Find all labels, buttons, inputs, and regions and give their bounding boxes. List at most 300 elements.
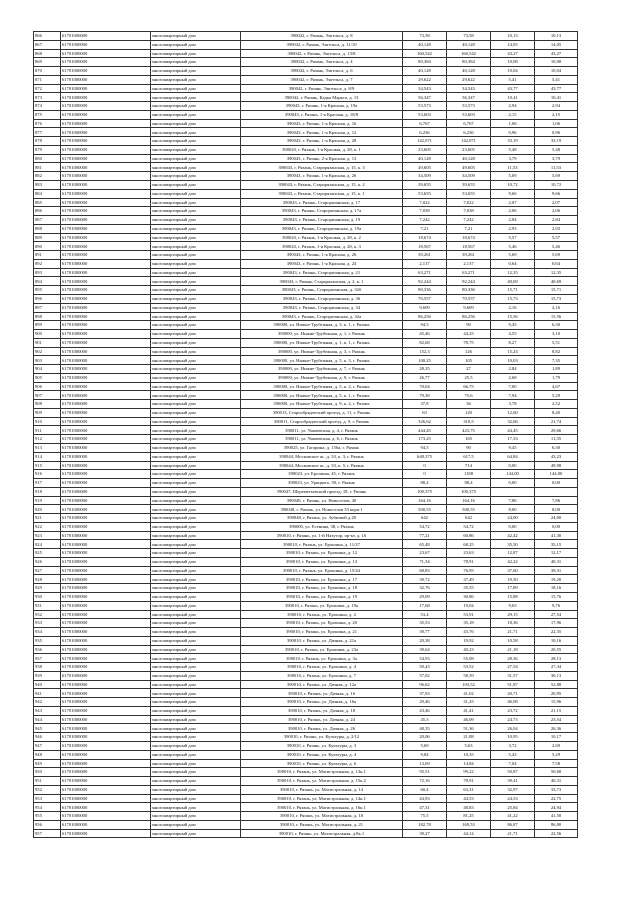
address-cell: 390043, г. Рязань, 1-я Красная, д. 26 [241,251,403,260]
value-3-cell: 0,00 [491,522,535,531]
okato-code-cell: 61701000000 [61,566,151,575]
address-cell: 390011, ул. Чапаевская, д. 6, г. Рязань [241,435,403,444]
row-number-cell: 892 [34,259,61,268]
address-cell: 390010, г. Рязань, ул. Ерошина, д. 4 [241,663,403,672]
value-2-cell: 714 [447,461,491,470]
table-row [34,522,578,531]
address-cell: 390043, г. Рязань, Старорязанская, д. 19а [241,224,403,233]
address-cell: 390043, г. Рязань, Старорязанская, д. 34 [241,303,403,312]
value-2-cell: 78,75 [447,338,491,347]
table-row [34,785,578,794]
table-row [34,356,578,365]
okato-code-cell: 61701000000 [61,452,151,461]
address-cell: 390043, г. Рязань, Старорязанская, д. 17 [241,198,403,207]
building-type-cell: многоквартирный дом [151,382,241,391]
building-type-cell: многоквартирный дом [151,671,241,680]
okato-code-cell: 61701000000 [61,601,151,610]
building-type-cell: многоквартирный дом [151,426,241,435]
housing-data-table [33,31,578,838]
value-4-cell: 41,30 [535,531,578,540]
building-type-cell: многоквартирный дом [151,259,241,268]
address-cell: 390000, ул. Нижне-Трубежная, д. 9, г. Рязань [241,373,403,382]
address-cell: 390010, г. Рязань, ул. Магистральная, д. 14 [241,785,403,794]
value-2-cell: 164,16 [447,496,491,505]
value-2-cell: 126 [447,347,491,356]
value-4-cell: 23,54 [535,715,578,724]
value-4-cell: 40,31 [535,777,578,786]
value-3-cell: 15,23 [491,347,535,356]
address-cell: 390010, г. Рязань, ул. Ерошина, д. 13 [241,557,403,566]
okato-code-cell: 61701000000 [61,785,151,794]
row-number-cell: 915 [34,461,61,470]
address-cell: 390010, г. Рязань, ул. Магистральная, д. 14к.1 [241,794,403,803]
value-1-cell: 92,244 [403,277,447,286]
value-4-cell: 0,00 [535,522,578,531]
value-4-cell: 2,06 [535,207,578,216]
value-1-cell: 642 [403,514,447,523]
okato-code-cell: 61701000000 [61,189,151,198]
value-2-cell: 63,31 [447,785,491,794]
building-type-cell: многоквартирный дом [151,619,241,628]
value-2-cell: 51,36 [447,724,491,733]
okato-code-cell: 61701000000 [61,593,151,602]
value-3-cell: 10,08 [491,58,535,67]
building-type-cell: многоквартирный дом [151,93,241,102]
value-3-cell: 5,57 [491,233,535,242]
building-type-cell: многоквартирный дом [151,189,241,198]
building-type-cell: многоквартирный дом [151,733,241,742]
value-2-cell: 18,674 [447,233,491,242]
value-2-cell: 55,08 [447,654,491,663]
value-3-cell: 27,54 [491,663,535,672]
address-cell: 390043, г. Рязань, Старорязанская, д. 21 [241,268,403,277]
table-row [34,242,578,251]
value-4-cell: 1,06 [535,119,578,128]
table-row [34,812,578,821]
value-3-cell: 9,65 [491,601,535,610]
building-type-cell: многоквартирный дом [151,785,241,794]
value-3-cell: 9,45 [491,443,535,452]
address-cell: 390023, ул. Ерошина, 45, г. Рязань [241,470,403,479]
value-2-cell: 75,6 [447,391,491,400]
value-1-cell: 56,347 [403,93,447,102]
value-3-cell: 15,88 [491,593,535,602]
value-4-cell: 11,53 [535,163,578,172]
okato-code-cell: 61701000000 [61,689,151,698]
address-cell: 390043, г. Рязань, 1-я Красная, д. 16 [241,119,403,128]
row-number-cell: 872 [34,84,61,93]
building-type-cell: многоквартирный дом [151,759,241,768]
building-type-cell: многоквартирный дом [151,522,241,531]
value-3-cell: 0,64 [491,259,535,268]
row-number-cell: 889 [34,233,61,242]
building-type-cell: многоквартирный дом [151,356,241,365]
okato-code-cell: 61701000000 [61,207,151,216]
okato-code-cell: 61701000000 [61,382,151,391]
okato-code-cell: 61701000000 [61,715,151,724]
okato-code-cell: 61701000000 [61,619,151,628]
value-4-cell: 3,79 [535,154,578,163]
value-3-cell: 10,72 [491,181,535,190]
row-number-cell: 890 [34,242,61,251]
row-number-cell: 884 [34,189,61,198]
row-number-cell: 868 [34,49,61,58]
value-1-cell: 444,45 [403,426,447,435]
building-type-cell: многоквартирный дом [151,294,241,303]
table-row [34,715,578,724]
table-row [34,689,578,698]
value-1-cell: 500,55 [403,505,447,514]
value-3-cell: 2,16 [491,303,535,312]
okato-code-cell: 61701000000 [61,470,151,479]
value-4-cell: 15,73 [535,294,578,303]
value-3-cell: 5,48 [491,145,535,154]
value-3-cell: 24,53 [491,794,535,803]
address-cell: 390042, г. Рязань, Энгельса, д. 6 [241,67,403,76]
value-2-cell: 9,609 [447,303,491,312]
address-cell: 390010, г. Рязань, ул. Ерошина, д. 19а [241,601,403,610]
row-number-cell: 950 [34,768,61,777]
value-2-cell: 78,91 [447,777,491,786]
table-row [34,610,578,619]
table-row [34,216,578,225]
row-number-cell: 914 [34,452,61,461]
address-cell: 390010, г. Рязань, ул. Дачная, д. 16а [241,698,403,707]
table-row [34,294,578,303]
value-3-cell: 2,94 [491,102,535,111]
value-2-cell: 68,25 [447,540,491,549]
value-2-cell: 48,83 [447,803,491,812]
address-cell: 390043, г. Рязань, Старорязанская, д. 19 [241,216,403,225]
row-number-cell: 910 [34,417,61,426]
value-2-cell: 54,72 [447,522,491,531]
table-row [34,452,578,461]
table-row [34,742,578,751]
okato-code-cell: 61701000000 [61,698,151,707]
value-4-cell: 7,35 [535,356,578,365]
address-cell: 390042, г. Рязань, Кадка Маркса, д. 13 [241,93,403,102]
value-3-cell: 64,84 [491,452,535,461]
value-2-cell: 34,543 [447,84,491,93]
okato-code-cell: 61701000000 [61,356,151,365]
table-row [34,128,578,137]
row-number-cell: 877 [34,128,61,137]
building-type-cell: многоквартирный дом [151,487,241,496]
address-cell: 390010, г. Рязань, ул. Ерошина, д. 12 [241,549,403,558]
address-cell: 390043, г. Рязань, 1-я Красная, д. 28, к. 1 [241,145,403,154]
value-1-cell: 326,62 [403,417,447,426]
value-2-cell: 100,375 [447,487,491,496]
table-row [34,251,578,260]
table-row [34,470,578,479]
building-type-cell: многоквартирный дом [151,531,241,540]
okato-code-cell: 61701000000 [61,137,151,146]
building-type-cell: многоквартирный дом [151,742,241,751]
value-1-cell: 45,3 [403,715,447,724]
value-1-cell: 39,655 [403,181,447,190]
value-4-cell: 5,41 [535,75,578,84]
building-type-cell: многоквартирный дом [151,768,241,777]
address-cell: 390043, г. Рязань, 1-я Красная, д. 28 [241,137,403,146]
building-type-cell: многоквартирный дом [151,777,241,786]
value-4-cell: 2,07 [535,198,578,207]
value-2-cell: 40,23 [447,645,491,654]
address-cell: 390010, г. Рязань, ул. Дачная, д. 26 [241,724,403,733]
row-number-cell: 957 [34,829,61,838]
value-4-cell: 86,80 [535,820,578,829]
table-row [34,40,578,49]
value-4-cell: 50,68 [535,768,578,777]
value-2-cell: 423,75 [447,426,491,435]
row-number-cell: 925 [34,549,61,558]
value-2-cell: 63,271 [447,268,491,277]
value-1-cell: 23,605 [403,145,447,154]
value-3-cell: 144,00 [491,470,535,479]
value-4-cell [535,487,578,496]
table-row [34,514,578,523]
value-4-cell: 26,36 [535,724,578,733]
okato-code-cell: 61701000000 [61,303,151,312]
okato-code-cell: 61701000000 [61,479,151,488]
value-1-cell: 53,655 [403,189,447,198]
okato-code-cell: 61701000000 [61,584,151,593]
row-number-cell: 902 [34,347,61,356]
value-2-cell: 7,022 [447,198,491,207]
value-3-cell: 19,50 [491,575,535,584]
value-1-cell: 54,93 [403,654,447,663]
address-cell: 390048, г. Рязань, ул. Новоселов 33 корп.1 [241,505,403,514]
building-type-cell: многоквартирный дом [151,628,241,637]
table-row [34,654,578,663]
address-cell: 390043, г. Рязань, 2-я Красная, д. 13 [241,154,403,163]
table-row [34,794,578,803]
value-2-cell: 44,53 [447,794,491,803]
value-3-cell: 7,04 [491,759,535,768]
row-number-cell: 875 [34,110,61,119]
value-3-cell: 32,66 [491,417,535,426]
table-row [34,628,578,637]
table-row [34,566,578,575]
value-1-cell: 2,137 [403,259,447,268]
table-row [34,759,578,768]
value-3-cell: 20,71 [491,689,535,698]
value-4-cell: 20,55 [535,645,578,654]
value-4-cell: 3,10 [535,330,578,339]
address-cell: 390010, г. Рязань, ул. Ерошина, д. 19 [241,593,403,602]
value-3-cell: 2,84 [491,216,535,225]
value-3-cell: 0,96 [491,128,535,137]
okato-code-cell: 61701000000 [61,365,151,374]
value-3-cell: 35,50 [491,540,535,549]
value-2-cell: 80,384 [447,58,491,67]
okato-code-cell: 61701000000 [61,400,151,409]
value-4-cell: 40,31 [535,557,578,566]
address-cell: 390000, ул. Нижне-Трубежная, д. 3, г. Рязань [241,347,403,356]
value-1-cell: 79,38 [403,391,447,400]
address-cell: 390011, Старообрядческий проезд, д. 9, г. Рязань [241,417,403,426]
address-cell: 390048, г. Рязань, ул. Зубковой д.28 [241,514,403,523]
address-cell: 390010, г. Рязань, ул. Магистральная, д.8к.1 [241,829,403,838]
row-number-cell: 944 [34,715,61,724]
address-cell: 390042, г. Рязань, Энгельса, д. 4 [241,58,403,67]
row-number-cell: 936 [34,645,61,654]
row-number-cell: 885 [34,198,61,207]
table-row [34,479,578,488]
table-row [34,733,578,742]
value-2-cell: 105 [447,356,491,365]
value-2-cell: 80,336 [447,286,491,295]
value-4-cell: 6,30 [535,321,578,330]
building-type-cell: многоквартирный дом [151,119,241,128]
building-type-cell: многоквартирный дом [151,216,241,225]
row-number-cell: 879 [34,145,61,154]
table-row [34,154,578,163]
value-2-cell: 36 [447,400,491,409]
value-4-cell: 7,86 [535,496,578,505]
value-4-cell: 52,88 [535,680,578,689]
row-number-cell: 905 [34,373,61,382]
table-row [34,426,578,435]
table-row [34,549,578,558]
table-row [34,207,578,216]
value-4-cell: 10,41 [535,93,578,102]
address-cell: 390043, г. Рязань, 1-я Красная, д. 28, к. 3 [241,242,403,251]
building-type-cell: многоквартирный дом [151,233,241,242]
building-type-cell: многоквартирный дом [151,321,241,330]
value-2-cell: 1188 [447,470,491,479]
value-3-cell: 12,60 [491,408,535,417]
building-type-cell: многоквартирный дом [151,242,241,251]
value-1-cell: 44,93 [403,794,447,803]
address-cell: 390044, Московское ш., д. 33, к. 3, г. Рязань [241,452,403,461]
address-cell: 390010, г. Рязань, ул. Магистральная, д. 16к.1 [241,803,403,812]
value-2-cell: 53,52 [447,663,491,672]
address-cell: 390043, г. Рязань, 1-я Красная, д. 24 [241,259,403,268]
table-row [34,443,578,452]
value-1-cell: 70,04 [403,382,447,391]
okato-code-cell: 61701000000 [61,338,151,347]
row-number-cell: 904 [34,365,61,374]
row-number-cell: 939 [34,671,61,680]
okato-code-cell: 61701000000 [61,75,151,84]
value-3-cell: 3,79 [491,154,535,163]
value-4-cell: 21,15 [535,706,578,715]
building-type-cell: многоквартирный дом [151,330,241,339]
value-4-cell: 4,67 [535,382,578,391]
value-2-cell: 39,261 [447,251,491,260]
value-1-cell: 94,5 [403,321,447,330]
address-cell: 390010, г. Рязань, ул. Дачная, д. 24 [241,715,403,724]
building-type-cell: многоквартирный дом [151,102,241,111]
building-type-cell: многоквартирный дом [151,400,241,409]
value-4-cell: 19,20 [535,575,578,584]
okato-code-cell: 61701000000 [61,628,151,637]
building-type-cell: многоквартирный дом [151,496,241,505]
row-number-cell: 878 [34,137,61,146]
row-number-cell: 871 [34,75,61,84]
value-1-cell: 18,674 [403,233,447,242]
okato-code-cell: 61701000000 [61,820,151,829]
row-number-cell: 895 [34,286,61,295]
value-1-cell: 63,271 [403,268,447,277]
address-cell: 390025, ул. Гагарина, д. 156а, г. Рязань [241,443,403,452]
building-type-cell: многоквартирный дом [151,365,241,374]
value-2-cell: 6,236 [447,128,491,137]
building-type-cell: многоквартирный дом [151,417,241,426]
value-3-cell: 0,00 [491,461,535,470]
value-1-cell: 37,93 [403,689,447,698]
building-type-cell: многоквартирный дом [151,373,241,382]
value-4-cell: 10,72 [535,181,578,190]
value-2-cell: 58,39 [447,671,491,680]
okato-code-cell: 61701000000 [61,654,151,663]
building-type-cell: многоквартирный дом [151,829,241,838]
value-4-cell: 43,77 [535,84,578,93]
value-3-cell: 41,22 [491,812,535,821]
row-number-cell: 887 [34,216,61,225]
building-type-cell: многоквартирный дом [151,566,241,575]
value-4-cell: 5,51 [535,338,578,347]
value-2-cell: 2,137 [447,259,491,268]
value-1-cell: 48,35 [403,724,447,733]
value-4-cell: 1,79 [535,373,578,382]
okato-code-cell: 61701000000 [61,777,151,786]
row-number-cell: 901 [34,338,61,347]
okato-code-cell: 61701000000 [61,286,151,295]
value-1-cell: 39,261 [403,251,447,260]
value-2-cell: 617,5 [447,452,491,461]
value-3-cell: 42,42 [491,531,535,540]
row-number-cell: 955 [34,812,61,821]
okato-code-cell: 61701000000 [61,531,151,540]
row-number-cell: 870 [34,67,61,76]
row-number-cell: 874 [34,102,61,111]
value-1-cell: 26,77 [403,373,447,382]
row-number-cell: 919 [34,496,61,505]
table-row [34,575,578,584]
table-row [34,417,578,426]
row-number-cell: 898 [34,312,61,321]
value-4-cell: 24,00 [535,514,578,523]
value-2-cell: 53,91 [447,610,491,619]
value-2-cell: 90 [447,321,491,330]
value-3-cell: 43,77 [491,84,535,93]
value-2-cell: 60,86 [447,531,491,540]
row-number-cell: 867 [34,40,61,49]
value-3-cell: 43,27 [491,49,535,58]
table-row [34,820,578,829]
building-type-cell: многоквартирный дом [151,303,241,312]
table-row [34,233,578,242]
row-number-cell: 946 [34,733,61,742]
building-type-cell: многоквартирный дом [151,584,241,593]
row-number-cell: 922 [34,522,61,531]
table-row [34,724,578,733]
building-type-cell: многоквартирный дом [151,154,241,163]
value-2-cell: 31,25 [447,698,491,707]
value-1-cell: 18,567 [403,242,447,251]
value-1-cell: 82,68 [403,338,447,347]
value-4-cell: 8,82 [535,347,578,356]
building-type-cell: многоквартирный дом [151,435,241,444]
table-row [34,75,578,84]
value-3-cell: 4,55 [491,330,535,339]
address-cell: 390010, г. Рязань, ул. Магистральная, д. 21 [241,820,403,829]
building-type-cell: многоквартирный дом [151,514,241,523]
address-cell: 390043, г. Рязань, 1-я Красная, д. 12 [241,128,403,137]
building-type-cell: многоквартирный дом [151,610,241,619]
value-2-cell: 642 [447,514,491,523]
